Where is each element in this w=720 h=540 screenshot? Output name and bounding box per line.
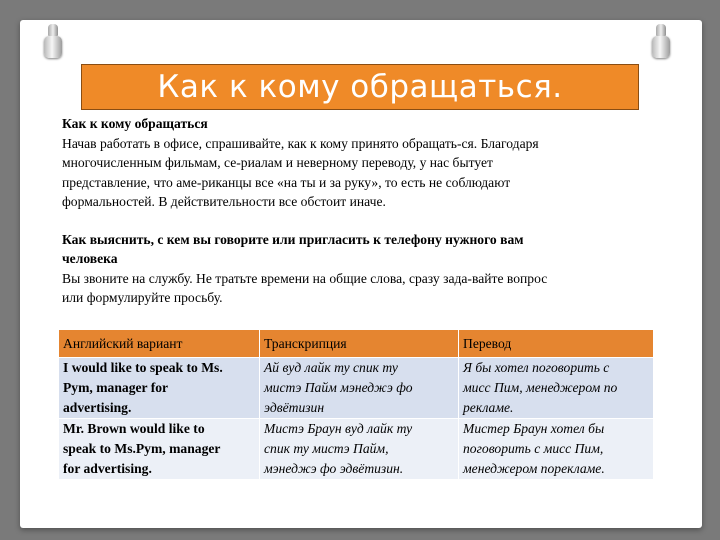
cell-english [59, 358, 260, 419]
intro-line: представление, что аме-риканцы все «на ты и за руку», то есть не соблюдают [62, 174, 511, 190]
cell-line: Мистер Браун хотел бы [463, 421, 605, 436]
cell-line: спик ту мистэ Пайм, [264, 441, 389, 456]
cell-line: эдвётизин [264, 400, 325, 415]
cell-line: мэнеджэ фо эдвётизин. [264, 461, 404, 476]
cell-translation [459, 358, 654, 419]
intro-heading: Как к кому обращаться [62, 116, 208, 131]
slide-title: Как к кому обращаться. [157, 68, 563, 105]
cell-line: I would like to speak to Ms. [63, 360, 223, 375]
cell-line: Я бы хотел поговорить с [463, 360, 610, 375]
intro-line: формальностей. В действительности все обстоит иначе. [62, 194, 386, 209]
cell-line: Ай вуд лайк ту спик ту [264, 360, 398, 375]
section-line: Вы звоните на службу. Не тратьте времени на общие слова, сразу зада-вайте вопрос [62, 270, 548, 286]
cell-line: мистэ Пайм мэнеджэ фо [264, 380, 413, 395]
binder-clip-icon [44, 36, 62, 58]
cell-line: advertising. [63, 400, 132, 415]
table-row [59, 419, 654, 480]
intro-line: многочисленным фильмам, се-риалам и неверному переводу, у нас бытует [62, 155, 493, 170]
binder-clip-icon [652, 36, 670, 58]
section-heading: человека [62, 251, 118, 266]
cell-line: мисс Пим, менеджером по [463, 380, 618, 395]
header-translation: Перевод [459, 330, 654, 358]
slide-body [62, 114, 662, 308]
section-heading: Как выяснить, с кем вы говорите или пригласить к телефону нужного вам [62, 231, 524, 247]
cell-line: Мистэ Браун вуд лайк ту [264, 421, 413, 436]
cell-line: speak to Ms.Pym, manager [63, 441, 221, 456]
header-english: Английский вариант [59, 330, 260, 358]
intro-line: Начав работать в офисе, спрашивайте, как к кому принято обращать-ся. Благодаря [62, 135, 539, 151]
table-header-row [59, 330, 654, 358]
cell-line: Pym, manager for [63, 380, 169, 395]
cell-line: менеджером порекламе. [463, 461, 605, 476]
phrases-table [58, 329, 654, 480]
table-row [59, 358, 654, 419]
cell-english [59, 419, 260, 480]
slide-title-bar [81, 64, 639, 110]
cell-line: for advertising. [63, 461, 152, 476]
header-transcription: Транскрипция [260, 330, 459, 358]
cell-line: рекламе. [463, 400, 514, 415]
paragraph-gap [62, 212, 662, 230]
section-line: или формулируйте просьбу. [62, 290, 223, 305]
cell-translation [459, 419, 654, 480]
cell-transcription [260, 358, 459, 419]
cell-line: поговорить с мисс Пим, [463, 441, 604, 456]
cell-line: Mr. Brown would like to [63, 421, 205, 436]
cell-transcription [260, 419, 459, 480]
